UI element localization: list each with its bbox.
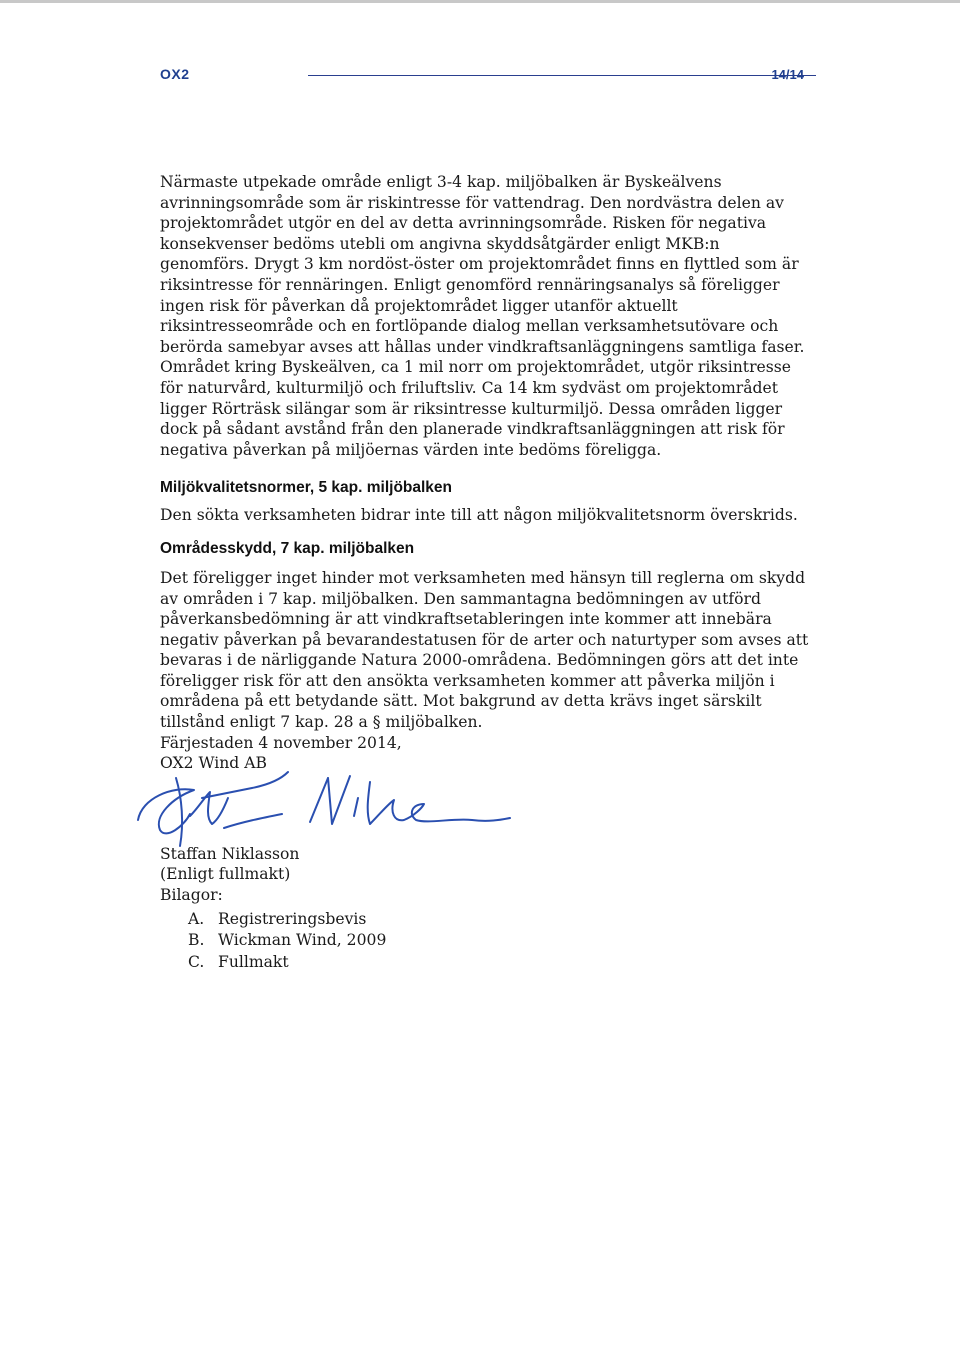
attachments-list xyxy=(188,909,810,974)
page-number: 14/14 xyxy=(771,67,804,82)
heading-environmental-standards: Miljökvalitetsnormer, 5 kap. miljöbalken xyxy=(160,479,453,497)
signer-name: Staffan Niklasson xyxy=(160,844,300,863)
header-rule xyxy=(308,75,816,76)
signature-area xyxy=(160,774,810,838)
attachment-item: B. Wickman Wind, 2009 xyxy=(188,931,387,950)
section-area-protection: Det föreligger inget hinder mot verksamheten med hänsyn till reglerna om skydd av områden i 7 kap. miljöbalken. Den sammantagna bedömningen av utförd påverkansbedömning är att vindkraftsetableringen inte kommer att innebära negativ påverkan på bevarandestatusen för de arter och naturtyper som avses att bevaras i de närliggande Natura 2000-områdena. Bedömningen görs att det inte föreligger risk för att den ansökta verksamheten kommer att påverka miljön i områdena på ett betydande sätt. Mot bakgrund av detta krävs inget särskilt tillstånd enligt 7 kap. 28 a § miljöbalken. xyxy=(160,568,809,732)
attachment-item: C. Fullmakt xyxy=(188,952,289,971)
paragraph-byskealven: Området kring Byskeälven, ca 1 mil norr om projektområdet, utgör riksintresse för naturvård, kulturmiljö och friluftsliv. Ca 14 km sydväst om projektområdet ligger Rörträsk silängar som är riksintresse kulturmiljö. Dessa områden ligger dock på sådant avstånd från den planerade vindkraftsanläggningen att risk för negativa påverkan på miljöernas värden inte bedöms föreligga. xyxy=(160,358,791,459)
scan-edge xyxy=(0,0,960,3)
company-logo: OX2 xyxy=(160,66,190,82)
signer-note: (Enligt fullmakt) xyxy=(160,865,291,884)
paragraph-reindeer: Närmaste utpekade område enligt 3-4 kap. miljöbalken är Byskeälvens avrinningsområde som är riskintresse för vattendrag. Den nordvästra delen av projektområdet utgör en del av detta avrinningsområde. Risken för negativa konsekvenser bedöms utebli om angivna skyddsåtgärder enligt MKB:n genomförs. Drygt 3 km nordöst-öster om projektområdet finns en flyttled som är riksintresse för rennäringen. Enligt genomförd rennäringsanalys så föreligger ingen risk för påverkan då projektområdet ligger utanför aktuellt riksintresseområde och en fortlöpande dialog mellan verksamhetsutövare och berörda samebyar avses att hållas under vindkraftsanläggningens samtliga faser. xyxy=(160,173,805,356)
place-date: Färjestaden 4 november 2014, xyxy=(160,733,402,752)
attachment-item: A. Registreringsbevis xyxy=(188,909,367,928)
handwritten-signature xyxy=(132,768,512,848)
letter-body xyxy=(160,172,810,973)
company-name: OX2 Wind AB xyxy=(160,754,267,773)
page-header xyxy=(160,66,804,86)
attachments-title: Bilagor: xyxy=(160,886,223,905)
section-environmental-standards: Den sökta verksamheten bidrar inte till att någon miljökvalitetsnorm överskrids. xyxy=(160,506,798,525)
heading-area-protection: Områdesskydd, 7 kap. miljöbalken xyxy=(160,539,415,557)
